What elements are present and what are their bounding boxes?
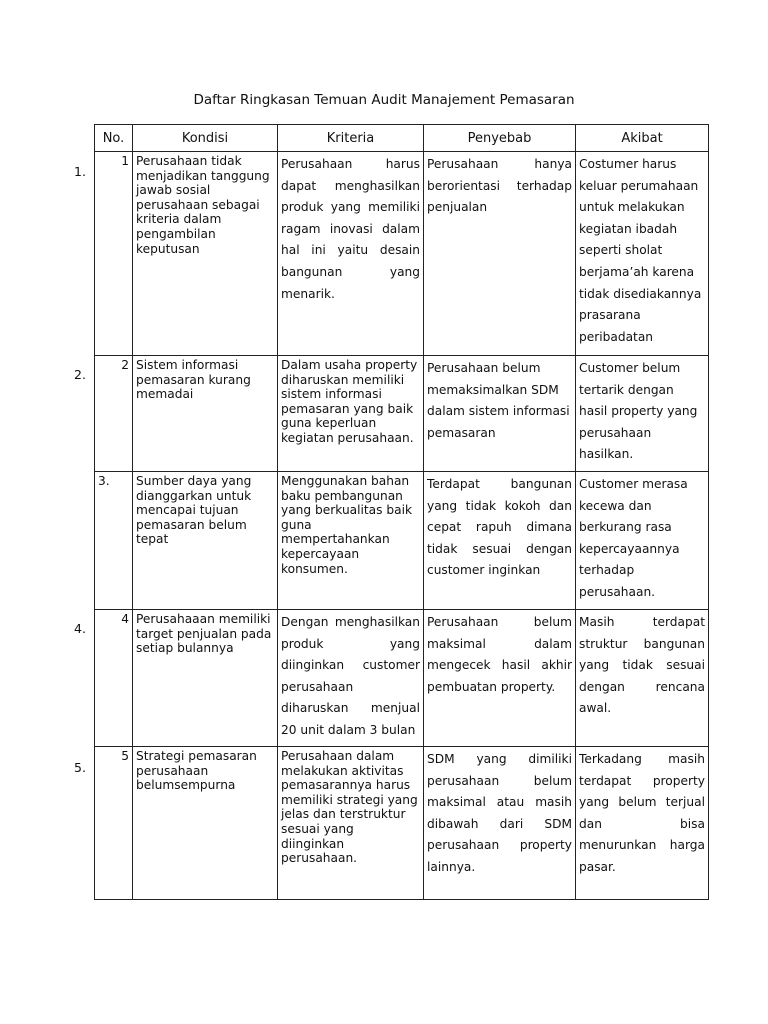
cell-kriteria: Perusahaan harus dapat menghasilkan produk yang memiliki ragam inovasi dalam hal ini yaitu desain bangunan yang menarik. <box>278 152 424 356</box>
cell-kondisi: Sistem informasi pemasaran kurang memadai <box>133 356 278 472</box>
header-kriteria: Kriteria <box>278 125 424 152</box>
cell-penyebab: Perusahaan belum memaksimalkan SDM dalam sistem informasi pemasaran <box>424 356 576 472</box>
header-penyebab: Penyebab <box>424 125 576 152</box>
cell-penyebab: Perusahaan hanya berorientasi terhadap penjualan <box>424 152 576 356</box>
table-row <box>95 610 709 747</box>
cell-no: 2 <box>95 356 133 472</box>
header-akibat: Akibat <box>576 125 709 152</box>
cell-no: 3. <box>95 472 133 610</box>
cell-no: 5 <box>95 747 133 900</box>
cell-kriteria: Dengan menghasilkan produk yang diinginkan customer perusahaan diharuskan menjual 20 unit dalam 3 bulan <box>278 610 424 747</box>
row-marker: 4. <box>74 621 86 636</box>
table-header-row <box>95 125 709 152</box>
row-marker: 1. <box>74 164 86 179</box>
cell-no: 1 <box>95 152 133 356</box>
header-kondisi: Kondisi <box>133 125 278 152</box>
cell-kondisi: Strategi pemasaran perusahaan belumsempurna <box>133 747 278 900</box>
cell-akibat: Masih terdapat struktur bangunan yang tidak sesuai dengan rencana awal. <box>576 610 709 747</box>
table-row <box>95 747 709 900</box>
cell-kriteria: Menggunakan bahan baku pembangunan yang berkualitas baik guna mempertahankan kepercayaan konsumen. <box>278 472 424 610</box>
row-marker: 2. <box>74 367 86 382</box>
audit-findings-table <box>94 124 709 900</box>
cell-kondisi: Sumber daya yang dianggarkan untuk mencapai tujuan pemasaran belum tepat <box>133 472 278 610</box>
cell-penyebab: Terdapat bangunan yang tidak kokoh dan cepat rapuh dimana tidak sesuai dengan customer inginkan <box>424 472 576 610</box>
cell-kriteria: Dalam usaha property diharuskan memiliki sistem informasi pemasaran yang baik guna keperluan kegiatan perusahaan. <box>278 356 424 472</box>
document-title: Daftar Ringkasan Temuan Audit Manajement Pemasaran <box>193 92 575 108</box>
cell-kriteria: Perusahaan dalam melakukan aktivitas pemasarannya harus memiliki strategi yang jelas dan terstruktur sesuai yang diinginkan perusahaan. <box>278 747 424 900</box>
cell-akibat: Customer belum tertarik dengan hasil property yang perusahaan hasilkan. <box>576 356 709 472</box>
cell-penyebab: Perusahaan belum maksimal dalam mengecek hasil akhir pembuatan property. <box>424 610 576 747</box>
row-marker: 5. <box>74 760 86 775</box>
table-row <box>95 356 709 472</box>
table-row <box>95 472 709 610</box>
cell-akibat: Costumer harus keluar perumahaan untuk melakukan kegiatan ibadah seperti sholat berjama’ah karena tidak disediakannya prasarana peribadatan <box>576 152 709 356</box>
cell-penyebab: SDM yang dimiliki perusahaan belum maksimal atau masih dibawah dari SDM perusahaan property lainnya. <box>424 747 576 900</box>
cell-akibat: Customer merasa kecewa dan berkurang rasa kepercayaannya terhadap perusahaan. <box>576 472 709 610</box>
cell-no: 4 <box>95 610 133 747</box>
cell-kondisi: Perusahaaan memiliki target penjualan pada setiap bulannya <box>133 610 278 747</box>
cell-kondisi: Perusahaan tidak menjadikan tanggung jawab sosial perusahaan sebagai kriteria dalam pengambilan keputusan <box>133 152 278 356</box>
cell-akibat: Terkadang masih terdapat property yang belum terjual dan bisa menurunkan harga pasar. <box>576 747 709 900</box>
table-row <box>95 152 709 356</box>
header-no: No. <box>95 125 133 152</box>
